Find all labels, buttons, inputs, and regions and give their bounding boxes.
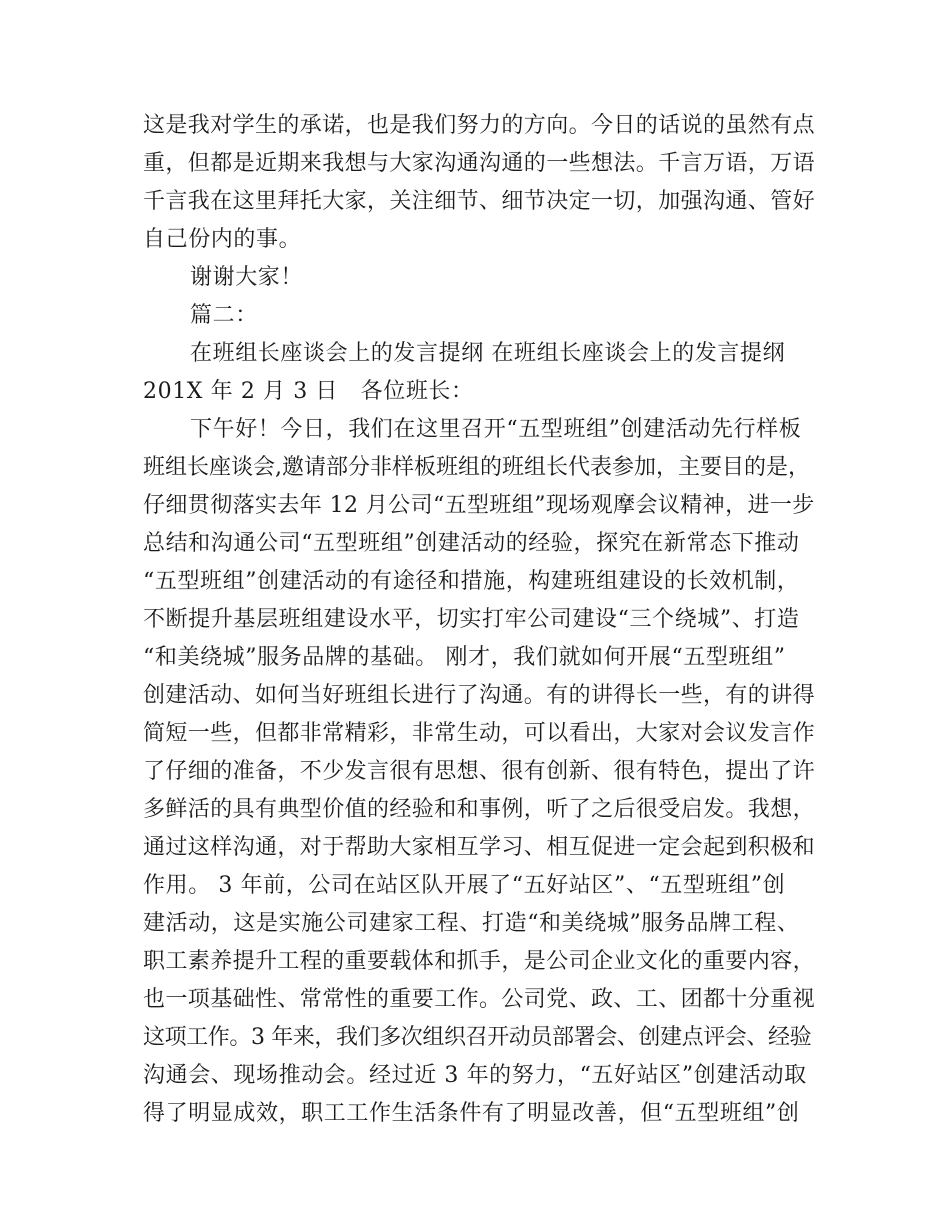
body-line: 作用。 3 年前，公司在站区队开展了“五好站区”、“五型班组”创	[143, 873, 786, 898]
body-line: 重，但都是近期来我想与大家沟通沟通的一些想法。千言万语，万语	[143, 151, 816, 176]
body-line: 沟通会、现场推动会。经过近 3 年的努力，“五好站区”创建活动取	[143, 1063, 807, 1088]
body-line: 多鲜活的具有典型价值的经验和和事例，听了之后很受启发。我想，	[143, 797, 816, 822]
section-heading: 篇二：	[190, 303, 258, 328]
body-line: 得了明显成效，职工工作生活条件有了明显改善，但“五型班组”创	[143, 1101, 800, 1126]
body-line: 这项工作。3 年来，我们多次组织召开动员部署会、创建点评会、经验	[143, 1025, 812, 1050]
body-line: 也一项基础性、常常性的重要工作。公司党、政、工、团都十分重视	[143, 987, 816, 1012]
body-line: 通过这样沟通，对于帮助大家相互学习、相互促进一定会起到积极和	[143, 835, 816, 860]
body-line: 仔细贯彻落实去年 12 月公司“五型班组”现场观摩会议精神，进一步	[143, 493, 815, 518]
closing-thanks: 谢谢大家！	[190, 265, 304, 290]
body-line: 创建活动、如何当好班组长进行了沟通。有的讲得长一些，有的讲得	[143, 683, 816, 708]
date-and-salutation: 201X 年 2 月 3 日 各位班长：	[143, 379, 474, 404]
body-line: 建活动，这是实施公司建家工程、打造“和美绕城”服务品牌工程、	[143, 911, 800, 936]
body-line: 总结和沟通公司“五型班组”创建活动的经验，探究在新常态下推动	[143, 531, 800, 556]
body-line: 千言我在这里拜托大家，关注细节、细节决定一切，加强沟通、管好	[143, 189, 816, 214]
body-line: 职工素养提升工程的重要载体和抓手，是公司企业文化的重要内容，	[143, 949, 816, 974]
body-line: 下午好！今日，我们在这里召开“五型班组”创建活动先行样板	[190, 417, 802, 442]
body-line: 不断提升基层班组建设水平，切实打牢公司建设“三个绕城”、打造	[143, 607, 800, 632]
body-line: “和美绕城”服务品牌的基础。 刚才，我们就如何开展“五型班组”	[143, 645, 786, 670]
body-line: “五型班组”创建活动的有途径和措施，构建班组建设的长效机制，	[143, 569, 800, 594]
document-title: 在班组长座谈会上的发言提纲 在班组长座谈会上的发言提纲	[190, 341, 786, 366]
body-line: 这是我对学生的承诺，也是我们努力的方向。今日的话说的虽然有点	[143, 113, 816, 138]
body-line: 简短一些，但都非常精彩，非常生动，可以看出，大家对会议发言作	[143, 721, 816, 746]
body-line: 了仔细的准备，不少发言很有思想、很有创新、很有特色，提出了许	[143, 759, 816, 784]
body-line: 自己份内的事。	[143, 227, 302, 252]
body-line: 班组长座谈会,邀请部分非样板班组的班组长代表参加，主要目的是，	[143, 455, 810, 480]
